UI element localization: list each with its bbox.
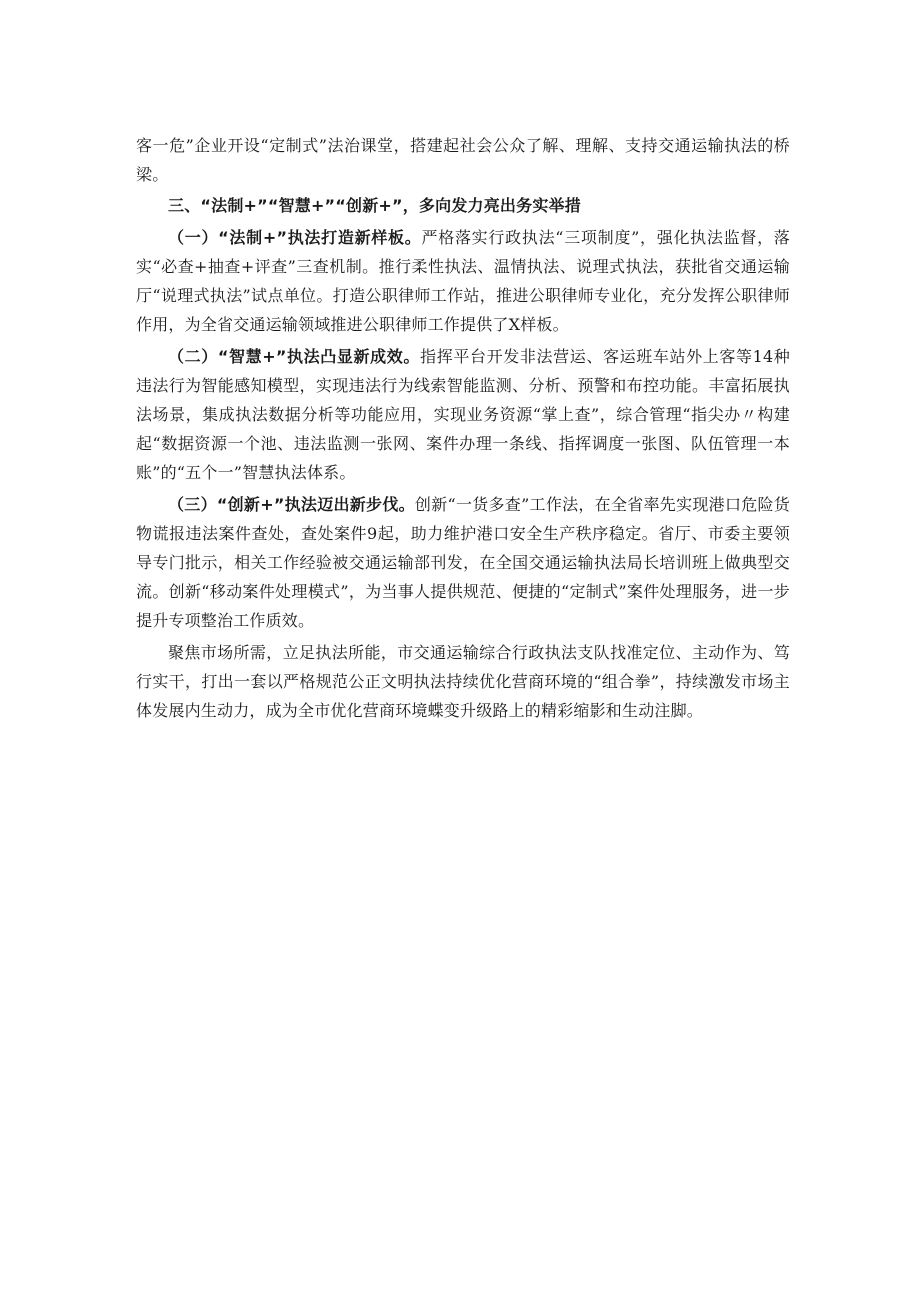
conclusion-text: 聚焦市场所需，立足执法所能，市交通运输综合行政执法支队找准定位、主动作为、笃行实干，打出一套以严格规范公正文明执法持续优化营商环境的“组合拳”，持续激发市场主体发展内生动力，成为全市优化营商环境蝶变升级路上的精彩缩影和生动注脚。: [136, 643, 790, 720]
item-2-text: 指挥平台开发非法营运、客运班车站外上客等14种违法行为智能感知模型，实现违法行为线索智能监测、分析、预警和布控功能。丰富拓展执法场景，集成执法数据分析等功能应用，实现业务资源“掌上查”，综合管理“指尖办〃构建起“数据资源一个池、违法监测一张网、案件办理一条线、指挥调度一张图、队伍管理一本账”的“五个一”智慧执法体系。: [136, 347, 791, 482]
paragraph-continued: [136, 131, 790, 189]
paragraph-item-2: [136, 342, 790, 487]
paragraph-item-1: [136, 223, 790, 339]
paragraph-conclusion: [136, 638, 790, 725]
item-3-lead: （三）“创新+”执法迈出新步伐。: [168, 495, 415, 514]
item-1-lead: （一）“法制+”执法打造新样板。: [168, 228, 422, 247]
item-3-text: 创新“一货多查”工作法，在全省率先实现港口危险货物谎报违法案件查处，查处案件9起，助力维护港口安全生产秩序稳定。省厅、市委主要领导专门批示，相关工作经验被交通运输部刊发，在全国交通运输执法局长培训班上做典型交流。创新“移动案件处理模式”，为当事人提供规范、便捷的“定制式”案件处理服务，进一步提升专项整治工作质效。: [136, 495, 790, 630]
item-2-lead: （二）“智慧+”执法凸显新成效。: [168, 347, 421, 366]
document-body: [136, 131, 790, 725]
section-heading: [136, 191, 790, 220]
paragraph-text: 客一危”企业开设“定制式”法治课堂，搭建起社会公众了解、理解、支持交通运输执法的桥梁。: [136, 136, 790, 184]
section-heading-text: 三、“法制+”“智慧+”“创新+”，多向发力亮出务实举措: [168, 196, 581, 215]
paragraph-item-3: [136, 490, 790, 635]
item-1-text: 严格落实行政执法“三项制度”，强化执法监督，落实“必查+抽查+评查”三查机制。推行柔性执法、温情执法、说理式执法，获批省交通运输厅“说理式执法”试点单位。打造公职律师工作站，推进公职律师专业化，充分发挥公职律师作用，为全省交通运输领域推进公职律师工作提供了X样板。: [136, 228, 790, 334]
